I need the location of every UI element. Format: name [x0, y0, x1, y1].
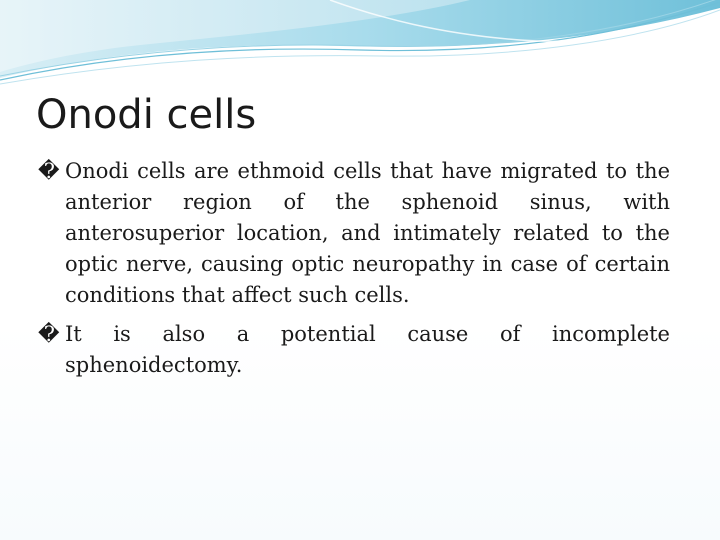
bullet-item [38, 319, 670, 381]
bullet-text: Onodi cells are ethmoid cells that have migrated to the anterior region of the sphenoid sinus, with anterosuperior location, and intimately related to the optic nerve, causing optic neuropathy in case of certain conditions that affect such cells. [65, 159, 670, 307]
bullet-list [38, 156, 670, 389]
bullet-glyph-icon: � [38, 322, 60, 346]
bullet-text: It is also a potential cause of incomplete sphenoidectomy. [65, 322, 670, 377]
bullet-item [38, 156, 670, 311]
slide-title: Onodi cells [36, 92, 257, 138]
bullet-glyph-icon: � [38, 159, 60, 183]
decorative-header-wave [0, 0, 720, 90]
